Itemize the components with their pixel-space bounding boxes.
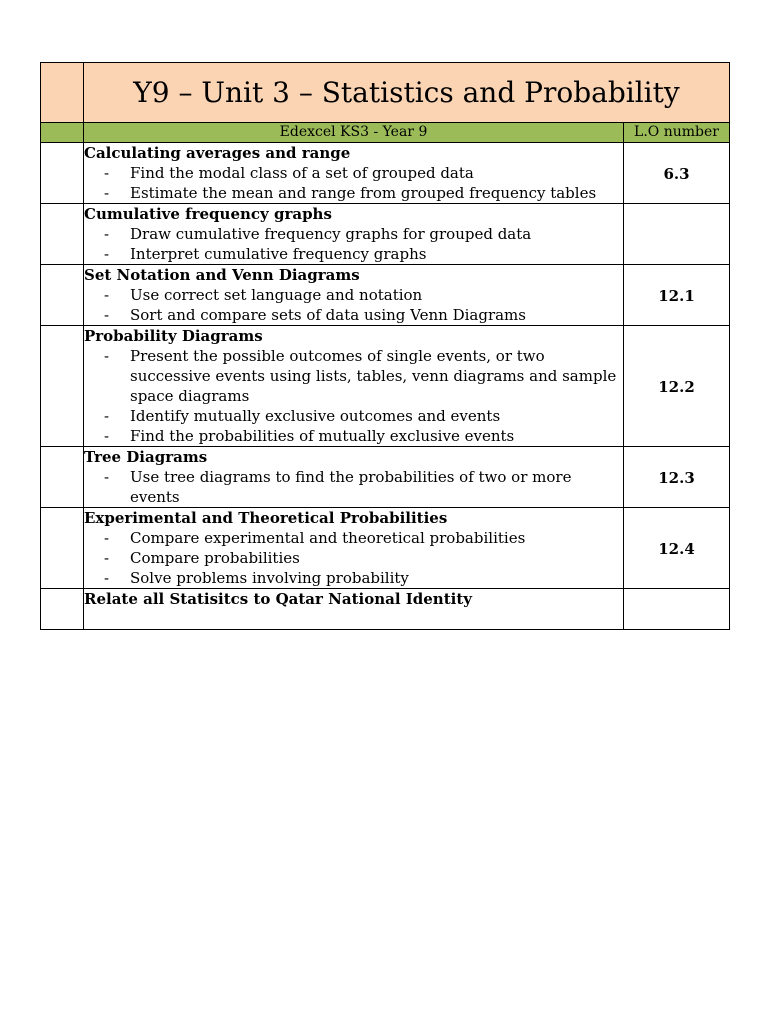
list-item xyxy=(84,305,623,325)
list-item xyxy=(84,244,623,264)
lo-number: 12.4 xyxy=(658,539,695,558)
title-row xyxy=(41,63,730,123)
topic-cell xyxy=(84,265,624,326)
topic-title: Probability Diagrams xyxy=(84,327,263,345)
dash-bullet: - xyxy=(104,245,110,263)
list-item xyxy=(84,183,623,203)
point-list xyxy=(84,528,623,588)
topic-title: Cumulative frequency graphs xyxy=(84,205,332,223)
dash-bullet: - xyxy=(104,347,110,365)
point-text: Draw cumulative frequency graphs for grouped data xyxy=(130,225,532,243)
dash-bullet: - xyxy=(104,569,110,587)
course-label: Edexcel KS3 - Year 9 xyxy=(279,124,428,140)
point-list xyxy=(84,467,623,507)
dash-bullet: - xyxy=(104,286,110,304)
point-text: Use correct set language and notation xyxy=(130,286,423,304)
dash-bullet: - xyxy=(104,407,110,425)
subheader-blank-cell xyxy=(41,123,84,143)
dash-bullet: - xyxy=(104,427,110,445)
point-text: Identify mutually exclusive outcomes and events xyxy=(130,407,501,425)
list-item xyxy=(84,467,623,507)
lo-number: 12.3 xyxy=(658,468,695,487)
list-item xyxy=(84,406,623,426)
point-text: Compare experimental and theoretical probabilities xyxy=(130,529,526,547)
row-blank-cell xyxy=(41,204,84,265)
point-text: Find the modal class of a set of grouped data xyxy=(130,164,474,182)
lo-number: 6.3 xyxy=(663,164,690,183)
topic-title: Relate all Statisitcs to Qatar National Identity xyxy=(84,590,472,608)
course-cell xyxy=(84,123,624,143)
topic-title: Calculating averages and range xyxy=(84,144,351,162)
title-blank-cell xyxy=(41,63,84,123)
table-row xyxy=(41,508,730,589)
list-item xyxy=(84,346,623,406)
topic-title: Tree Diagrams xyxy=(84,448,208,466)
lo-cell xyxy=(624,204,730,265)
topic-title: Experimental and Theoretical Probabilities xyxy=(84,509,448,527)
lo-cell xyxy=(624,326,730,447)
dash-bullet: - xyxy=(104,529,110,547)
point-text: Use tree diagrams to find the probabilities of two or more events xyxy=(130,468,572,506)
topic-cell xyxy=(84,508,624,589)
topic-cell xyxy=(84,143,624,204)
point-list xyxy=(84,224,623,264)
lo-number: 12.2 xyxy=(658,377,695,396)
row-blank-cell xyxy=(41,143,84,204)
list-item xyxy=(84,528,623,548)
point-text: Estimate the mean and range from grouped frequency tables xyxy=(130,184,597,202)
topic-cell xyxy=(84,204,624,265)
point-list xyxy=(84,346,623,446)
point-text: Solve problems involving probability xyxy=(130,569,409,587)
dash-bullet: - xyxy=(104,549,110,567)
table-row xyxy=(41,326,730,447)
table-row xyxy=(41,265,730,326)
point-list xyxy=(84,285,623,325)
topic-title: Set Notation and Venn Diagrams xyxy=(84,266,360,284)
table-row xyxy=(41,204,730,265)
unit-title: Y9 – Unit 3 – Statistics and Probability xyxy=(133,76,680,109)
lo-cell xyxy=(624,447,730,508)
row-blank-cell xyxy=(41,447,84,508)
list-item xyxy=(84,285,623,305)
unit-table xyxy=(40,62,730,630)
list-item xyxy=(84,548,623,568)
point-text: Interpret cumulative frequency graphs xyxy=(130,245,427,263)
list-item xyxy=(84,224,623,244)
point-text: Find the probabilities of mutually exclusive events xyxy=(130,427,515,445)
point-text: Sort and compare sets of data using Venn Diagrams xyxy=(130,306,526,324)
table-row xyxy=(41,143,730,204)
point-list xyxy=(84,163,623,203)
row-blank-cell xyxy=(41,508,84,589)
list-item xyxy=(84,163,623,183)
lo-cell xyxy=(624,143,730,204)
topic-cell xyxy=(84,589,624,630)
dash-bullet: - xyxy=(104,306,110,324)
lo-cell xyxy=(624,265,730,326)
table-row xyxy=(41,589,730,630)
table-row xyxy=(41,447,730,508)
lo-cell xyxy=(624,589,730,630)
subheader-row xyxy=(41,123,730,143)
topic-cell xyxy=(84,326,624,447)
title-cell xyxy=(84,63,730,123)
row-blank-cell xyxy=(41,326,84,447)
dash-bullet: - xyxy=(104,225,110,243)
list-item xyxy=(84,426,623,446)
row-blank-cell xyxy=(41,265,84,326)
point-text: Compare probabilities xyxy=(130,549,300,567)
row-blank-cell xyxy=(41,589,84,630)
point-text: Present the possible outcomes of single events, or two successive events using lists, tables, venn diagrams and sample space diagrams xyxy=(130,347,617,405)
dash-bullet: - xyxy=(104,468,110,486)
topic-cell xyxy=(84,447,624,508)
dash-bullet: - xyxy=(104,164,110,182)
list-item xyxy=(84,568,623,588)
lo-cell xyxy=(624,508,730,589)
lo-header-label: L.O number xyxy=(634,124,719,140)
dash-bullet: - xyxy=(104,184,110,202)
lo-number: 12.1 xyxy=(658,286,695,305)
topic-rows xyxy=(41,143,730,630)
lo-header-cell xyxy=(624,123,730,143)
